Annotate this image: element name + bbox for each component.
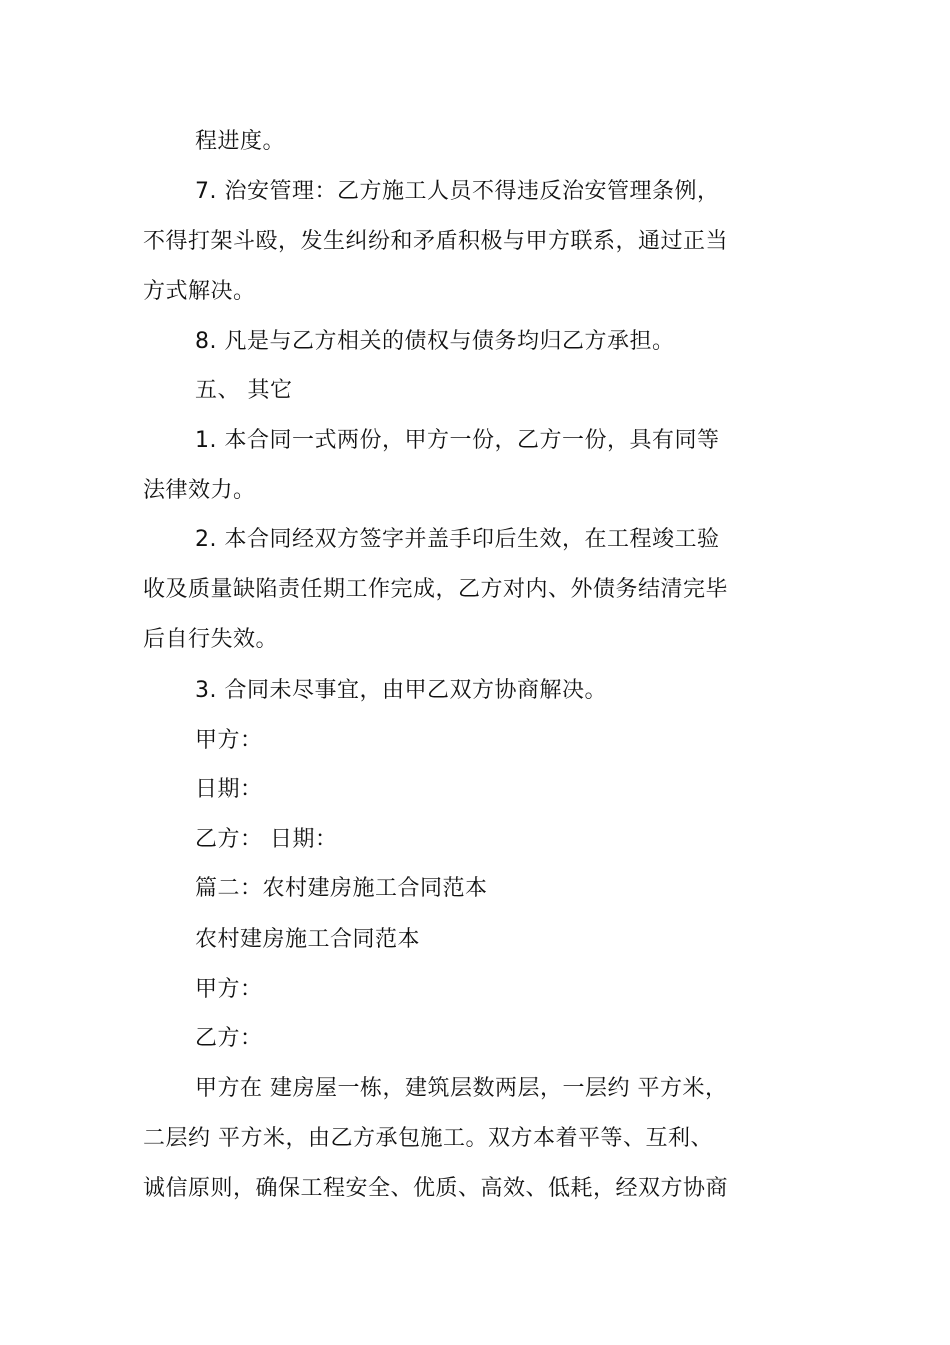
text-line-continuation: 程进度。 [195,129,286,154]
party-a-signature-label: 甲方： [195,728,263,753]
contract-body-line-1: 甲方在 建房屋一栋，建筑层数两层，一层约 平方米， [195,1076,728,1101]
party-b-label: 乙方： [195,1026,263,1051]
clause-7-security-line-1: 7. 治安管理：乙方施工人员不得违反治安管理条例， [195,179,720,204]
other-clause-2-line-2: 收及质量缺陷责任期工作完成，乙方对内、外债务结清完毕 [143,577,729,602]
other-clause-2-line-3: 后自行失效。 [143,627,279,652]
clause-8-debts: 8. 凡是与乙方相关的债权与债务均归乙方承担。 [195,329,675,354]
contract-body-line-2: 二层约 平方米，由乙方承包施工。双方本着平等、互利、 [143,1126,713,1151]
clause-7-security-line-3: 方式解决。 [143,279,256,304]
section-5-heading: 五、 其它 [195,378,293,403]
party-b-date-label: 乙方： 日期： [195,827,338,852]
other-clause-2-line-1: 2. 本合同经双方签字并盖手印后生效，在工程竣工验 [195,527,720,552]
contract-title: 农村建房施工合同范本 [195,927,421,952]
other-clause-1-line-1: 1. 本合同一式两份，甲方一份，乙方一份，具有同等 [195,428,720,453]
party-a-label: 甲方： [195,977,263,1002]
clause-7-security-line-2: 不得打架斗殴，发生纠纷和矛盾积极与甲方联系，通过正当 [143,229,729,254]
other-clause-3: 3. 合同未尽事宜，由甲乙双方协商解决。 [195,678,607,703]
other-clause-1-line-2: 法律效力。 [143,478,256,503]
date-label: 日期： [195,777,263,802]
chapter-2-heading: 篇二：农村建房施工合同范本 [195,876,488,901]
contract-body-line-3: 诚信原则，确保工程安全、优质、高效、低耗，经双方协商 [143,1176,729,1201]
